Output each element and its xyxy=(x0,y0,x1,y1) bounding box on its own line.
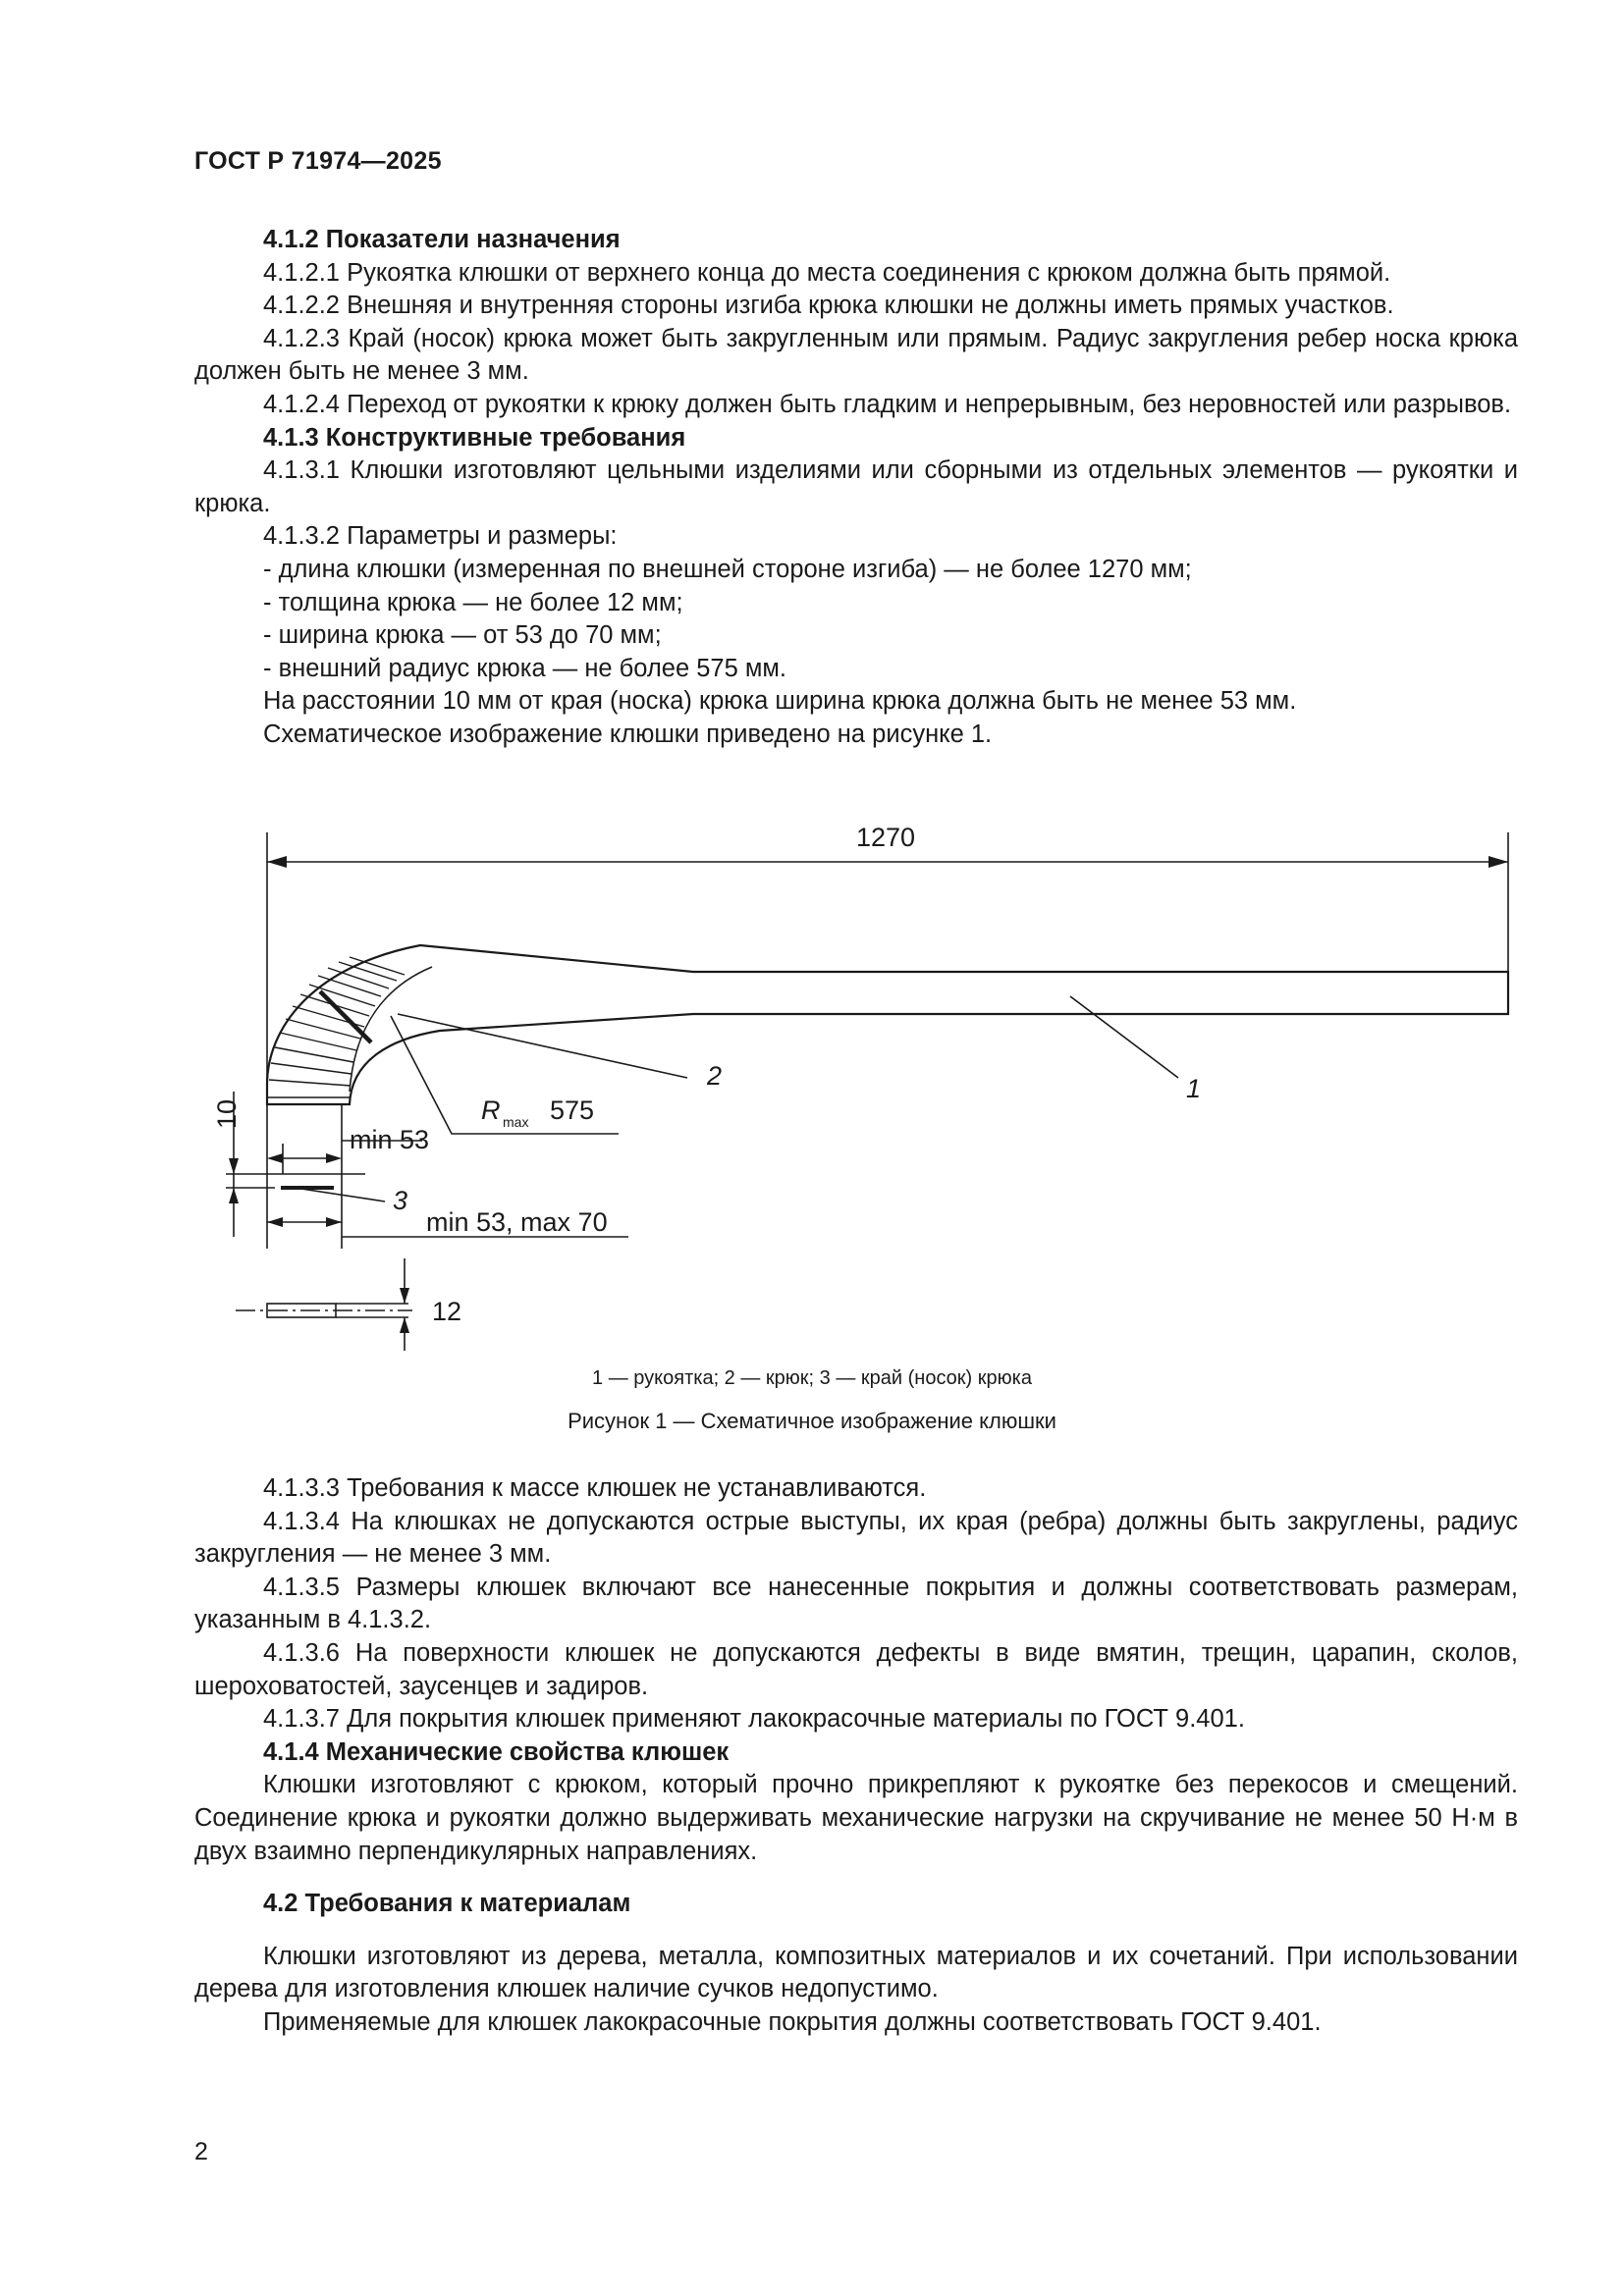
dim-width-range-label: min 53, max 70 xyxy=(426,1207,608,1237)
paragraph-4-1-2-1: 4.1.2.1 Рукоятка клюшки от верхнего конца до места соединения с крюком должна быть прямой. xyxy=(263,258,1391,287)
paragraph-4-1-3-1: 4.1.3.1 Клюшки изготовляют цельными изделиями или сборными из отдельных элементов — рукоятки и крюка. xyxy=(194,456,1518,517)
section-heading-4-1-4: 4.1.4 Механические свойства клюшек xyxy=(263,1737,730,1766)
paragraph-4-1-2-3: 4.1.2.3 Край (носок) крюка может быть закругленным или прямым. Радиус закругления ребер носка крюка должен быть не менее 3 мм. xyxy=(194,324,1518,386)
callout-2: 2 xyxy=(707,1061,723,1091)
paragraph-4-1-3-5: 4.1.3.5 Размеры клюшек включают все нанесенные покрытия и должны соответствовать размерам, указанным в 4.1.3.2. xyxy=(194,1573,1518,1634)
figure-legend: 1 — рукоятка; 2 — крюк; 3 — край (носок) крюка xyxy=(592,1367,1032,1389)
list-item: - ширина крюка — от 53 до 70 мм; xyxy=(263,621,662,650)
stick-outline xyxy=(267,945,1508,1104)
paragraph-4-2-2: Применяемые для клюшек лакокрасочные покрытия должны соответствовать ГОСТ 9.401. xyxy=(263,2007,1322,2036)
dim-thickness-label: 12 xyxy=(432,1297,462,1326)
blade-section xyxy=(236,1258,412,1351)
paragraph-4-1-3-7: 4.1.3.7 Для покрытия клюшек применяют лакокрасочные материалы по ГОСТ 9.401. xyxy=(263,1705,1245,1734)
list-item: - внешний радиус крюка — не более 575 мм. xyxy=(263,654,786,682)
paragraph-4-1-4: Клюшки изготовляют с крюком, который прочно прикрепляют к рукоятке без перекосов и смещений. Соединение крюка и рукоятки должно выдерживать механические нагрузки на скручивание не менее 50 Н·м в двух взаимно перпендикулярных направлениях. xyxy=(194,1771,1518,1865)
radius-value: 575 xyxy=(550,1095,595,1125)
paragraph-4-1-3-4: 4.1.3.4 На клюшках не допускаются острые выступы, их края (ребра) должны быть закруглены, радиус закругления — не менее 3 мм. xyxy=(194,1507,1518,1569)
blade-hatching xyxy=(267,957,405,1097)
body-text-bottom xyxy=(194,1472,1518,2040)
section-heading-4-1-2: 4.1.2 Показатели назначения xyxy=(263,226,621,253)
dim-min53-label: min 53 xyxy=(350,1125,430,1154)
dim-length-label: 1270 xyxy=(855,823,916,852)
page-number: 2 xyxy=(194,2138,208,2165)
list-item: - длина клюшки (измеренная по внешней стороне изгиба) — не более 1270 мм; xyxy=(263,555,1192,583)
radius-symbol: R xyxy=(481,1095,501,1125)
paragraph-toe-width: На расстоянии 10 мм от края (носка) крюка ширина крюка должна быть не менее 53 мм. xyxy=(263,687,1297,716)
paragraph-4-2-1: Клюшки изготовляют из дерева, металла, композитных материалов и их сочетаний. При использовании дерева для изготовления клюшек наличие сучков недопустимо. xyxy=(194,1942,1518,2003)
section-heading-4-2: 4.2 Требования к материалам xyxy=(263,1890,631,1918)
paragraph-4-1-2-2: 4.1.2.2 Внешняя и внутренняя стороны изгиба крюка клюшки не должны иметь прямых участков. xyxy=(263,292,1394,320)
list-item: - толщина крюка — не более 12 мм; xyxy=(263,588,683,616)
paragraph-4-1-2-4: 4.1.2.4 Переход от рукоятки к крюку должен быть гладким и непрерывным, без неровностей или разрывов. xyxy=(263,390,1512,418)
body-text-top xyxy=(194,224,1518,752)
paragraph-figure-ref: Схематическое изображение клюшки приведено на рисунке 1. xyxy=(263,720,993,748)
paragraph-4-1-3-3: 4.1.3.3 Требования к массе клюшек не устанавливаются. xyxy=(263,1474,927,1502)
dim-10-label: 10 xyxy=(212,1098,242,1129)
callout-1: 1 xyxy=(1186,1074,1202,1103)
paragraph-4-1-3-6: 4.1.3.6 На поверхности клюшек не допускаются дефекты в виде вмятин, трещин, царапин, сколов, шероховатостей, заусенцев и задиров. xyxy=(194,1638,1518,1700)
figure-title: Рисунок 1 — Схематичное изображение клюшки xyxy=(568,1409,1056,1433)
callout-3: 3 xyxy=(393,1186,408,1215)
section-heading-4-1-3: 4.1.3 Конструктивные требования xyxy=(263,423,686,452)
radius-subscript: max xyxy=(503,1114,529,1130)
document-id: ГОСТ Р 71974—2025 xyxy=(194,147,442,175)
paragraph-4-1-3-2: 4.1.3.2 Параметры и размеры: xyxy=(263,522,618,551)
hockey-stick-diagram xyxy=(0,815,1624,1364)
